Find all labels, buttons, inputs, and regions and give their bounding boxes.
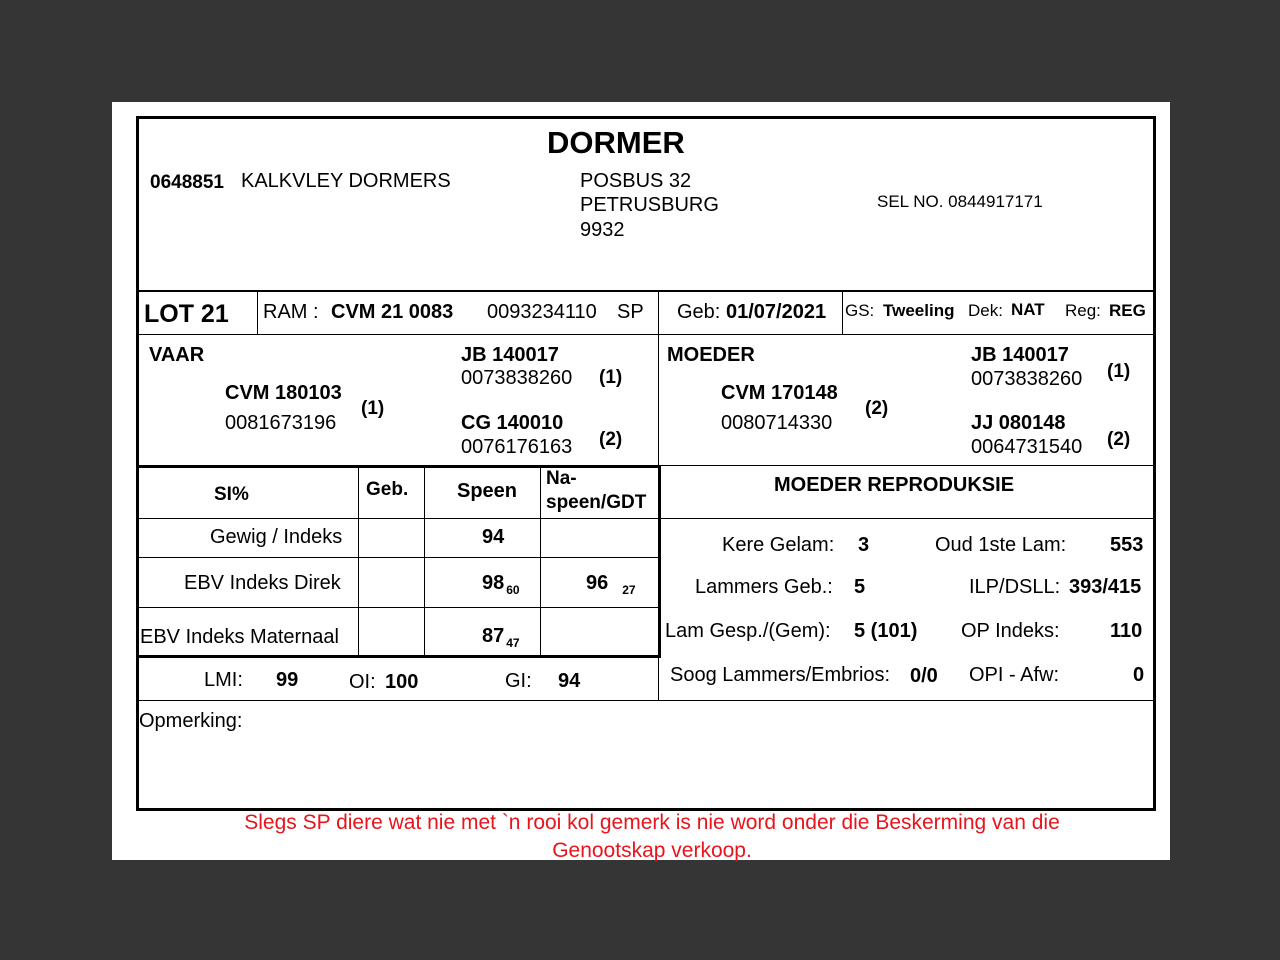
dam-sire-marker: (1)	[1107, 361, 1131, 382]
divider-si-row2	[136, 607, 660, 608]
breed-title: DORMER	[547, 125, 685, 160]
row-direct-naspeen: 96 $_{27}$	[586, 572, 636, 597]
dam-dam-marker: (2)	[1107, 429, 1131, 450]
footer-notice-line1: Slegs SP diere wat nie met `n rooi kol gemerk is nie word onder die Beskerming van die	[244, 811, 1060, 834]
vline-si-3	[540, 468, 541, 656]
oud-value: 553	[1110, 534, 1144, 556]
dam-sire-number: 0073838260	[971, 368, 1083, 390]
border-top	[136, 116, 1156, 119]
geb-header: Geb.	[366, 479, 409, 500]
dam-dam-id: JJ 080148	[971, 412, 1066, 434]
breeder-number: 0648851	[150, 172, 224, 193]
dam-marker: (2)	[865, 398, 889, 419]
gesp-value: 5 (101)	[854, 620, 918, 642]
remarks-label: Opmerking:	[139, 710, 243, 732]
sire-dam-id: CG 140010	[461, 412, 564, 434]
divider-lot-top	[136, 290, 1156, 292]
opi-value: 0	[1133, 664, 1145, 686]
vline-lot	[257, 292, 258, 334]
dam-dam-number: 0064731540	[971, 436, 1083, 458]
op-label: OP Indeks:	[961, 620, 1060, 642]
divider-lot-bottom	[136, 334, 1156, 335]
sire-sire-marker: (1)	[599, 367, 623, 388]
op-value: 110	[1110, 620, 1143, 642]
gesp-label: Lam Gesp./(Gem):	[665, 620, 831, 642]
border-right	[1153, 116, 1156, 811]
vline-si-1	[358, 468, 359, 656]
oud-label: Oud 1ste Lam:	[935, 534, 1067, 556]
footer-notice-line2: Genootskap verkoop.	[552, 839, 752, 862]
dam-sire-id: JB 140017	[971, 344, 1069, 366]
si-header: SI%	[214, 484, 249, 505]
reg-value: REG	[1109, 301, 1146, 320]
dek-value: NAT	[1011, 300, 1045, 319]
divider-si-row3	[136, 655, 660, 658]
sire-sire-number: 0073838260	[461, 367, 573, 389]
speen-header: Speen	[457, 480, 518, 502]
lmi-label: LMI:	[204, 669, 243, 691]
sire-dam-number: 0076176163	[461, 436, 573, 458]
oi-label: OI:	[349, 671, 376, 693]
dam-label: MOEDER	[667, 344, 755, 366]
vline-si-2	[424, 468, 425, 656]
lammers-value: 5	[854, 576, 866, 598]
naspeen-header-line1: Na-	[546, 468, 577, 489]
row-direct-speen-sub: 60	[506, 583, 520, 597]
reg-label: Reg:	[1065, 301, 1101, 320]
vline-pedigree	[658, 335, 659, 465]
vline-gs	[842, 292, 843, 334]
gs-value: Tweeling	[883, 301, 955, 320]
address-line2: PETRUSBURG	[580, 194, 719, 216]
ram-label: RAM :	[263, 301, 319, 323]
lammers-label: Lammers Geb.:	[695, 576, 833, 598]
gs-label: GS:	[845, 301, 875, 320]
address-line1: POSBUS 32	[580, 170, 692, 192]
oi-value: 100	[385, 671, 419, 693]
born-date: 01/07/2021	[726, 301, 827, 323]
divider-remarks	[136, 700, 1156, 701]
row-label-direct: EBV Indeks Direk	[184, 572, 341, 594]
sire-sire-id: JB 140017	[461, 344, 559, 366]
ram-number: 0093234110	[487, 301, 597, 323]
kere-value: 3	[858, 534, 870, 556]
address-line3: 9932	[580, 219, 625, 241]
divider-si-header	[136, 518, 660, 519]
breeder-name: KALKVLEY DORMERS	[241, 170, 451, 192]
lmi-value: 99	[276, 669, 299, 691]
kere-label: Kere Gelam:	[722, 534, 835, 556]
divider-si-row1	[136, 557, 660, 558]
ilp-label: ILP/DSLL:	[969, 576, 1061, 598]
vline-lmi-right	[658, 658, 659, 700]
ram-class: SP	[617, 301, 644, 323]
vline-geb	[658, 292, 659, 334]
sire-label: VAAR	[149, 344, 205, 366]
opi-label: OPI - Afw:	[969, 664, 1060, 686]
row-direct-speen: 98 $_{60}$	[482, 572, 520, 597]
sire-dam-marker: (2)	[599, 429, 623, 450]
border-left	[136, 116, 139, 811]
gi-value: 94	[558, 670, 581, 692]
row-direct-naspeen-sub: 27	[622, 583, 636, 597]
row-label-maternal: EBV Indeks Maternaal	[140, 626, 339, 648]
dek-label: Dek:	[968, 301, 1003, 320]
born-label: Geb:	[677, 301, 721, 323]
dam-id: CVM 170148	[721, 382, 838, 404]
ilp-value: 393/415	[1069, 576, 1142, 598]
repro-title: MOEDER REPRODUKSIE	[774, 474, 1015, 496]
row-maternal-speen: 87 $_{47}$	[482, 625, 520, 650]
divider-pedigree-bottom-right	[660, 465, 1155, 466]
sire-number: 0081673196	[225, 412, 337, 434]
vline-si-right	[658, 465, 661, 658]
row-maternal-speen-sub: 47	[506, 636, 520, 650]
sire-marker: (1)	[361, 398, 385, 419]
ram-id: CVM 21 0083	[331, 301, 454, 323]
divider-repro-header	[660, 518, 1155, 519]
lot-label: LOT 21	[144, 300, 229, 328]
soog-label: Soog Lammers/Embrios:	[670, 664, 891, 686]
divider-pedigree-bottom-left	[136, 465, 660, 468]
gi-label: GI:	[505, 670, 532, 692]
sire-id: CVM 180103	[225, 382, 342, 404]
soog-value: 0/0	[910, 665, 938, 687]
cell-number: SEL NO. 0844917171	[877, 192, 1043, 211]
row-label-weight: Gewig / Indeks	[210, 526, 343, 548]
row-weight-speen: 94	[482, 526, 505, 548]
naspeen-header-line2: speen/GDT	[546, 492, 647, 513]
dam-number: 0080714330	[721, 412, 833, 434]
